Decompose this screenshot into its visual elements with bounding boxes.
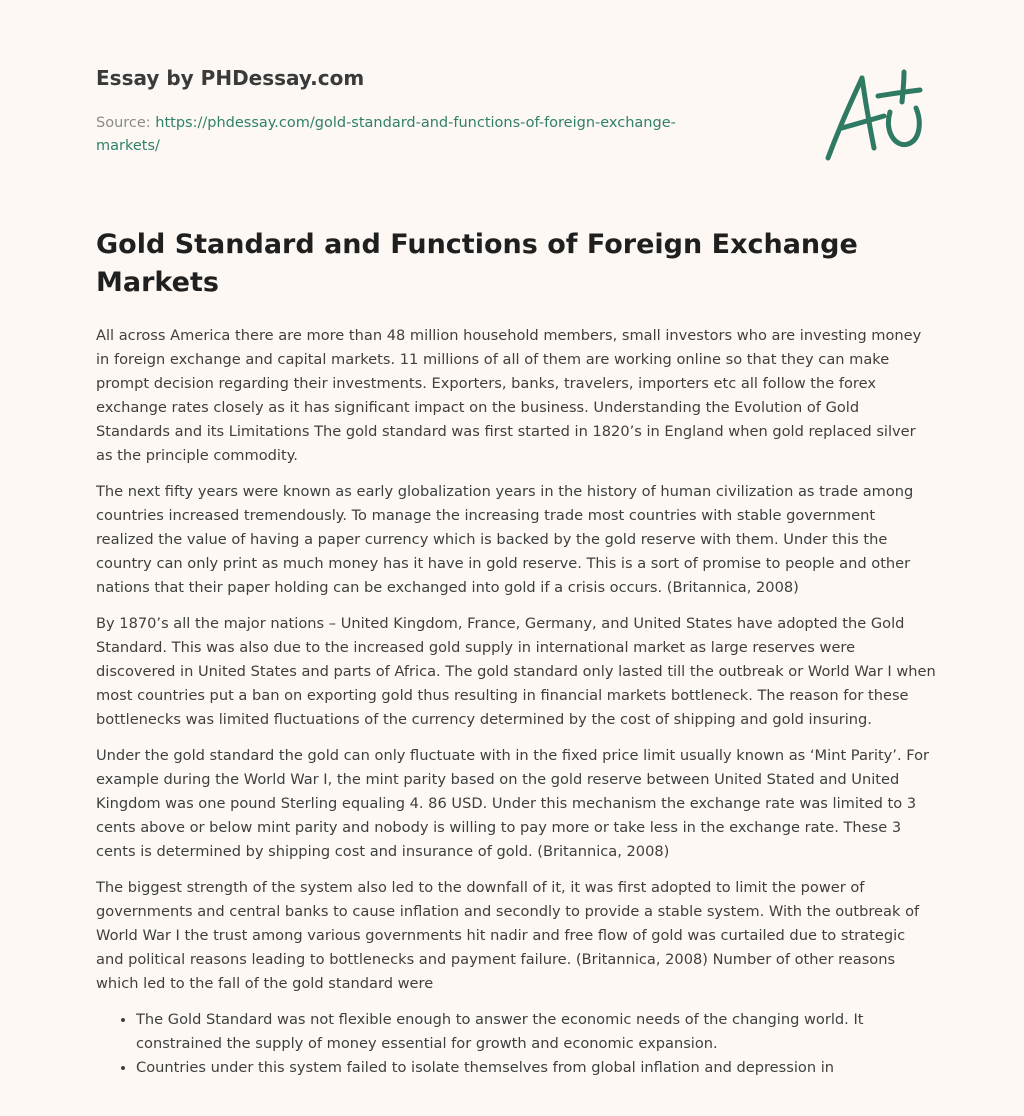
- paragraph-3: By 1870’s all the major nations – United Kingdom, France, Germany, and United States have adopted the Gold Standard. This was also due to the increased gold supply in international market as large reserves were discovered in United States and parts of Africa. The gold standard only lasted till the outbreak or World War I when most countries put a ban on exporting gold thus resulting in financial markets bottleneck. The reason for these bottlenecks was limited fluctuations of the currency determined by the cost of shipping and gold insuring.: [96, 615, 936, 728]
- source-link-line1[interactable]: https://phdessay.com/gold-standard-and-functions-of-foreign-exchange-: [155, 115, 676, 131]
- paragraph-1: All across America there are more than 48 million household members, small investors who are investing money in foreign exchange and capital markets. 11 millions of all of them are working online so that they can make prompt decision regarding their investments. Exporters, banks, travelers, importers etc all follow the forex exchange rates closely as it has significant impact on the business. Understanding the Evolution of Gold Standards and its Limitations The gold standard was first started in 1820’s in England when gold replaced silver as the principle commodity.: [96, 327, 922, 464]
- essay-title: Gold Standard and Functions of Foreign Exchange Markets: [96, 229, 858, 298]
- paragraph-2: The next fifty years were known as early globalization years in the history of human civilization as trade among countries increased tremendously. To manage the increasing trade most countries with stable government realized the value of having a paper currency which is backed by the gold reserve with them. Under this the country can only print as much money has it have in gold reserve. This is a sort of promise to people and other nations that their paper holding can be exchanged into gold if a crisis occurs. (Britannica, 2008): [96, 483, 914, 596]
- paragraph-5: The biggest strength of the system also led to the downfall of it, it was first adopted to limit the power of governments and central banks to cause inflation and secondly to provide a stable system. With the outbreak of World War I the trust among various governments hit nadir and free flow of gold was curtailed due to strategic and political reasons leading to bottlenecks and payment failure. (Britannica, 2008) Number of other reasons which led to the fall of the gold standard were: [96, 879, 920, 992]
- page-header: [96, 64, 736, 158]
- list-item: • Countries under this system failed to isolate themselves from global inflation and depression in: [136, 1056, 936, 1080]
- list-item: • The Gold Standard was not flexible enough to answer the economic needs of the changing world. It constrained the supply of money essential for growth and economic expansion.: [136, 1008, 936, 1056]
- source-line: [96, 112, 736, 158]
- a-plus-icon: [820, 66, 930, 166]
- reasons-list: [96, 1008, 936, 1080]
- source-link[interactable]: [96, 115, 676, 154]
- paragraph-4: Under the gold standard the gold can only fluctuate with in the fixed price limit usually known as ‘Mint Parity’. For example during the World War I, the mint parity based on the gold reserve between United Stated and United Kingdom was one pound Sterling equaling 4. 86 USD. Under this mechanism the exchange rate was limited to 3 cents above or below mint parity and nobody is willing to pay more or take less in the exchange rate. These 3 cents is determined by shipping cost and insurance of gold. (Britannica, 2008): [96, 747, 930, 860]
- source-label: Source:: [96, 115, 151, 131]
- site-title: Essay by PHDessay.com: [96, 66, 365, 90]
- essay-body: [96, 324, 936, 1080]
- source-link-line2[interactable]: markets/: [96, 138, 160, 154]
